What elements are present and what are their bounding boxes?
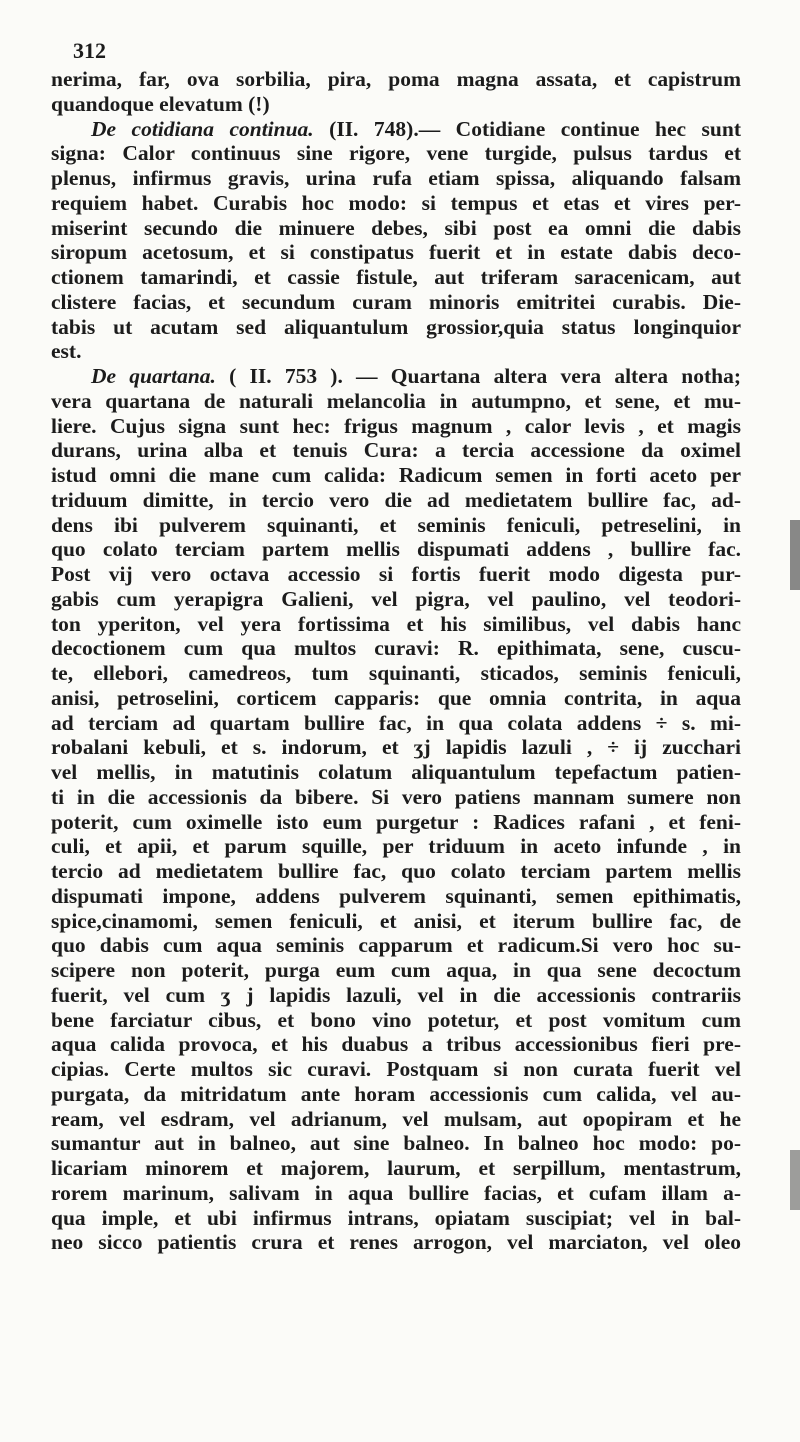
text-line xyxy=(51,265,741,290)
text-line xyxy=(51,438,741,463)
line-text: Post vij vero octava accessio si fortis fuerit modo digesta pur- xyxy=(51,562,741,586)
line-text: istud omni die mane cum calida: Radicum semen in forti aceto per xyxy=(51,463,741,487)
text-line xyxy=(51,760,741,785)
line-text: siropum acetosum, et si constipatus fuerit et in estate dabis deco- xyxy=(51,240,741,265)
line-text: tabis ut acutam sed aliquantulum grossior,quia status longinquior xyxy=(51,314,741,339)
text-line xyxy=(51,612,741,637)
text-line xyxy=(51,216,741,241)
text-line xyxy=(51,785,741,810)
line-text: nerima, far, ova sorbilia, pira, poma magna assata, et capistrum xyxy=(51,67,741,91)
page-number: 312 xyxy=(73,38,106,63)
line-text: plenus, infirmus gravis, urina rufa etiam spissa, aliquando falsam xyxy=(51,166,741,190)
text-line xyxy=(51,364,741,389)
text-line xyxy=(51,414,741,439)
line-text: culi, et apii, et parum squille, per triduum in aceto infunde , in xyxy=(51,834,741,859)
line-text: ( II. 753 ). — Quartana altera vera altera notha; xyxy=(215,364,741,388)
line-text: vera quartana de naturali melancolia in autumpno, et sene, et mu- xyxy=(51,388,741,413)
line-text: liere. Cujus signa sunt hec: frigus magnum , calor levis , et magis xyxy=(51,413,741,438)
text-line xyxy=(51,1156,741,1181)
text-line xyxy=(51,661,741,686)
text-line xyxy=(51,958,741,983)
line-text: rorem marinum, salivam in aqua bullire facias, et cufam illam a- xyxy=(51,1180,741,1205)
page-edge-mark xyxy=(790,1150,800,1210)
line-text: ctionem tamarindi, et cassie fistule, aut triferam saracenicam, aut xyxy=(51,265,741,289)
line-text: qua imple, et ubi infirmus intrans, opiatam suscipiat; vel in bal- xyxy=(51,1205,741,1230)
text-line xyxy=(51,810,741,835)
text-line xyxy=(51,141,741,166)
text-line xyxy=(51,983,741,1008)
section-heading: De quartana. xyxy=(91,364,216,388)
text-block xyxy=(51,35,741,1255)
line-text: te, ellebori, camedreos, tum squinanti, sticados, seminis feniculi, xyxy=(51,661,741,685)
line-text: tercio ad medietatem bullire fac, quo colato terciam partem mellis xyxy=(51,859,741,883)
text-line xyxy=(51,1230,741,1255)
line-text: ton yperiton, vel yera fortissima et his similibus, vel dabis hanc xyxy=(51,611,741,636)
text-line xyxy=(51,933,741,958)
text-line xyxy=(51,1107,741,1132)
text-line xyxy=(51,1181,741,1206)
text-line xyxy=(51,290,741,315)
text-line xyxy=(51,513,741,538)
text-line xyxy=(51,636,741,661)
line-text: anisi, petroselini, corticem capparis: que omnia contrita, in aqua xyxy=(51,685,741,710)
line-text: ream, vel esdram, vel adrianum, vel mulsam, aut opopiram et he xyxy=(51,1106,741,1131)
text-line xyxy=(51,1032,741,1057)
text-line xyxy=(51,67,741,92)
line-text: decoctionem cum qua multos curavi: R. epithimata, sene, cuscu- xyxy=(51,636,741,661)
line-text: clistere facias, et secundum curam minoris emitritei curabis. Die- xyxy=(51,289,741,314)
text-line xyxy=(51,315,741,340)
text-line xyxy=(51,339,741,364)
line-text: est. xyxy=(51,339,82,364)
text-line xyxy=(51,859,741,884)
text-line xyxy=(51,1008,741,1033)
text-line xyxy=(51,1082,741,1107)
text-line xyxy=(51,884,741,909)
text-line xyxy=(51,1057,741,1082)
line-text: neo sicco patientis crura et renes arrogon, vel marciaton, vel oleo xyxy=(51,1230,741,1255)
text-line xyxy=(51,1206,741,1231)
section-heading: De cotidiana continua. xyxy=(91,116,314,141)
line-text: fuerit, vel cum ʒ j lapidis lazuli, vel in die accessionis contrariis xyxy=(51,982,741,1007)
text-line xyxy=(51,240,741,265)
text-line xyxy=(51,909,741,934)
line-text: sumantur aut in balneo, aut sine balneo. In balneo hoc modo: po- xyxy=(51,1131,741,1156)
line-text: signa: Calor continuus sine rigore, vene turgide, pulsus tardus et xyxy=(51,141,741,166)
line-text: quo dabis cum aqua seminis capparum et radicum.Si vero hoc su- xyxy=(51,933,741,958)
line-text: scipere non poterit, purga eum cum aqua, in qua sene decoctum xyxy=(51,958,741,982)
line-text: poterit, cum oximelle isto eum purgetur : Radices rafani , et feni- xyxy=(51,809,741,834)
page-edge-mark xyxy=(790,520,800,590)
line-text: licariam minorem et majorem, laurum, et serpillum, mentastrum, xyxy=(51,1156,741,1180)
text-line xyxy=(51,488,741,513)
text-line xyxy=(51,686,741,711)
line-text: dispumati impone, addens pulverem squinanti, semen epithimatis, xyxy=(51,883,741,908)
line-text: aqua calida provoca, et his duabus a tribus accessionibus fieri pre- xyxy=(51,1032,741,1057)
line-text: (II. 748).— Cotidiane continue hec sunt xyxy=(313,116,742,141)
text-line xyxy=(51,389,741,414)
text-line xyxy=(51,166,741,191)
line-text: vel mellis, in matutinis colatum aliquantulum tepefactum patien- xyxy=(51,760,741,784)
line-text: durans, urina alba et tenuis Cura: a tercia accessione da oximel xyxy=(51,438,741,463)
line-text: quandoque elevatum (!) xyxy=(51,91,270,116)
line-text: ti in die accessionis da bibere. Si vero patiens mannam sumere non xyxy=(51,784,741,809)
text-line xyxy=(51,463,741,488)
line-text: purgata, da mitridatum ante horam accessionis cum calida, vel au- xyxy=(51,1081,741,1106)
line-text: ad terciam ad quartam bullire fac, in qua colata addens ÷ s. mi- xyxy=(51,710,741,735)
line-text: bene farciatur cibus, et bono vino potetur, et post vomitum cum xyxy=(51,1007,741,1032)
text-line xyxy=(51,117,741,142)
text-line xyxy=(51,587,741,612)
line-text: triduum dimitte, in tercio vero die ad medietatem bullire fac, ad- xyxy=(51,487,741,512)
text-line xyxy=(51,834,741,859)
text-line xyxy=(51,92,741,117)
line-text: miserint secundo die minuere debes, sibi post ea omni die dabis xyxy=(51,215,741,240)
line-text: requiem habet. Curabis hoc modo: si tempus et etas et vires per- xyxy=(51,190,741,215)
text-line xyxy=(51,537,741,562)
line-text: spice,cinamomi, semen feniculi, et anisi, et iterum bullire fac, de xyxy=(51,908,741,933)
text-line xyxy=(51,711,741,736)
line-text: cipias. Certe multos sic curavi. Postquam si non curata fuerit vel xyxy=(51,1057,741,1081)
text-line xyxy=(51,562,741,587)
text-line xyxy=(51,1131,741,1156)
line-text: gabis cum yerapigra Galieni, vel pigra, vel paulino, vel teodori- xyxy=(51,586,741,611)
line-text: robalani kebuli, et s. indorum, et ʒj lapidis lazuli , ÷ ij zucchari xyxy=(51,735,741,760)
text-line xyxy=(51,191,741,216)
line-text: dens ibi pulverem squinanti, et seminis feniculi, petreselini, in xyxy=(51,512,741,537)
line-text: quo colato terciam partem mellis dispumati addens , bullire fac. xyxy=(51,537,741,562)
text-line xyxy=(51,735,741,760)
